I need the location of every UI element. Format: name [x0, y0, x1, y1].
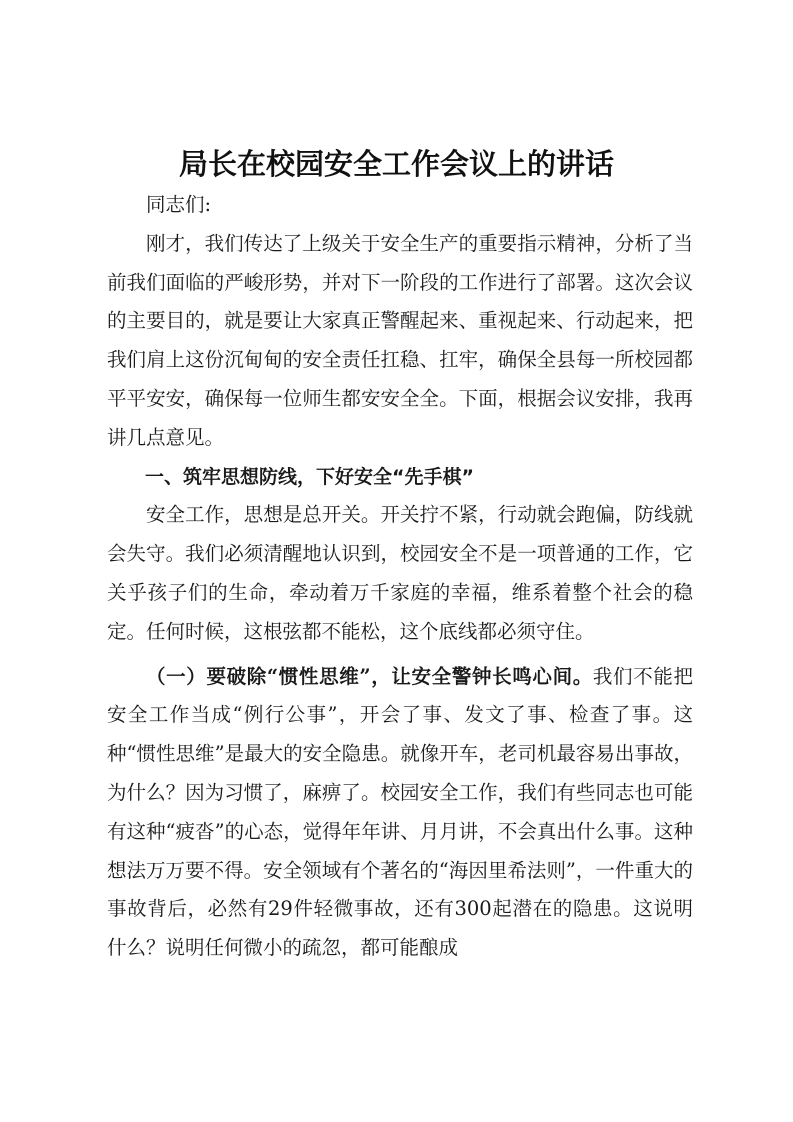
- section-heading-1: 一、筑牢思想防线，下好安全“先手棋”: [145, 465, 474, 488]
- intro-paragraph: 刚才，我们传达了上级关于安全生产的重要指示精神，分析了当前我们面临的严峻形势，并对下一阶段的工作进行了部署。这次会议的主要目的，就是要让大家真正警醒起来、重视起来、行动起来，把我们肩上这份沉甸甸的安全责任扛稳、扛牢，确保全县每一所校园都平平安安，确保每一位师生都安安全全。下面，根据会议安排，我再讲几点意见。: [107, 231, 693, 449]
- document-title: 局长在校园安全工作会议上的讲话: [178, 147, 614, 181]
- section-1-paragraph: 安全工作，思想是总开关。开关拧不紧，行动就会跑偏，防线就会失守。我们必须清醒地认识到，校园安全不是一项普通的工作，它关乎孩子们的生命，牵动着万千家庭的幸福，维系着整个社会的稳定。任何时候，这根弦都不能松，这个底线都必须守住。: [107, 503, 693, 643]
- subsection-1-paragraph: [107, 658, 693, 968]
- document-body: [107, 186, 693, 968]
- subsection-1-lead: （一）要破除“惯性思维”，让安全警钟长鸣心间。: [146, 664, 593, 688]
- salutation: 同志们:: [146, 193, 212, 216]
- subsection-1-text: 我们不能把安全工作当成“例行公事”，开会了事、发文了事、检查了事。这种“惯性思维”是最大的安全隐患。就像开车，老司机最容易出事故，为什么？因为习惯了，麻痹了。校园安全工作，我们有些同志也可能有这种“疲沓”的心态，觉得年年讲、月月讲，不会真出什么事。这种想法万万要不得。安全领域有个著名的“海因里希法则”，一件重大的事故背后，必然有29件轻微事故，还有300起潜在的隐患。这说明什么？说明任何微小的疏忽，都可能酿成: [107, 664, 693, 960]
